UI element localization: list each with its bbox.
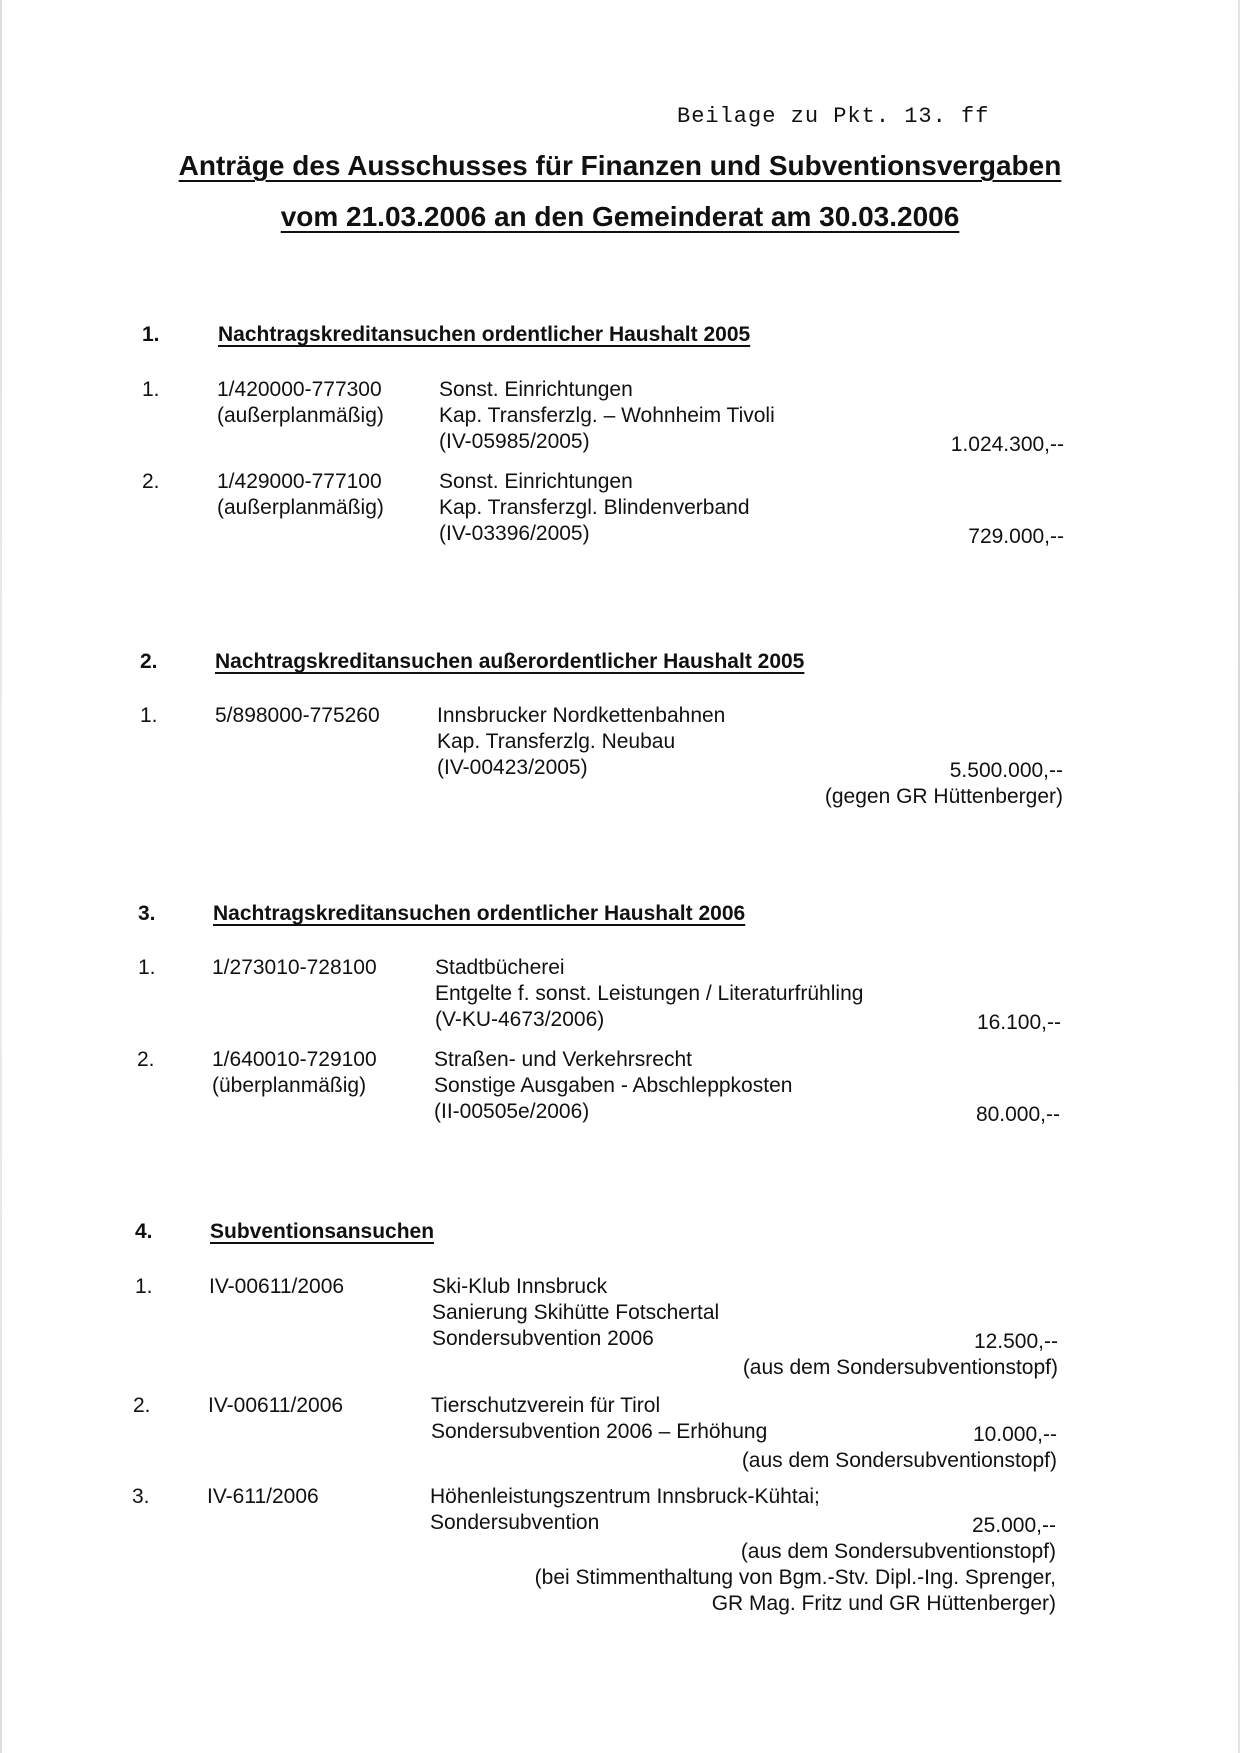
- amount: 10.000,--: [972, 1423, 1057, 1446]
- budget-code: 5/898000-775260: [215, 704, 380, 727]
- funding-note: (aus dem Sondersubventionstopf): [740, 1540, 1056, 1563]
- section-number: 4.: [135, 1220, 153, 1243]
- vote-note: (gegen GR Hüttenberger): [824, 785, 1063, 808]
- description-line-3: (V-KU-4673/2006): [435, 1008, 605, 1031]
- section-title: Nachtragskreditansuchen ordentlicher Haushalt 2006: [213, 902, 746, 925]
- beilage-reference: Beilage zu Pkt. 13. ff: [677, 104, 990, 129]
- item-number: 1.: [138, 956, 156, 979]
- description-line-2: Kap. Transferzlg. Neubau: [437, 730, 676, 753]
- description-line-3: (IV-05985/2005): [439, 430, 590, 453]
- section-title: Nachtragskreditansuchen außerordentlicher Haushalt 2005: [215, 650, 805, 673]
- amount: 5.500.000,--: [949, 759, 1063, 782]
- item-number: 1.: [135, 1275, 153, 1298]
- item-number: 2.: [133, 1394, 151, 1417]
- code-note: (außerplanmäßig): [217, 496, 384, 519]
- description-line-1: Sonst. Einrichtungen: [439, 378, 633, 401]
- amount: 729.000,--: [968, 525, 1064, 548]
- section-title: Subventionsansuchen: [210, 1220, 435, 1243]
- abstention-note-line-2: GR Mag. Fritz und GR Hüttenberger): [711, 1592, 1056, 1615]
- description-line-1: Ski-Klub Innsbruck: [432, 1275, 608, 1298]
- description-line-2: Entgelte f. sonst. Leistungen / Literaturfrühling: [435, 982, 864, 1005]
- amount: 80.000,--: [975, 1103, 1060, 1126]
- description-line-3: (IV-03396/2005): [439, 522, 590, 545]
- budget-code: 1/420000-777300: [217, 378, 382, 401]
- section-number: 1.: [142, 323, 160, 346]
- amount: 1.024.300,--: [950, 433, 1064, 456]
- section-number: 2.: [140, 650, 158, 673]
- description-line-2: Kap. Transferzgl. Blindenverband: [439, 496, 750, 519]
- document-title-line-1: Anträge des Ausschusses für Finanzen und Subventionsvergaben: [178, 150, 1062, 181]
- budget-code: 1/273010-728100: [212, 956, 377, 979]
- budget-code: 1/429000-777100: [217, 470, 382, 493]
- funding-note: (aus dem Sondersubventionstopf): [742, 1356, 1058, 1379]
- amount: 25.000,--: [971, 1514, 1056, 1537]
- section-title: Nachtragskreditansuchen ordentlicher Haushalt 2005: [218, 323, 751, 346]
- budget-code: 1/640010-729100: [212, 1048, 377, 1071]
- amount: 16.100,--: [976, 1011, 1061, 1034]
- description-line-3: (II-00505e/2006): [434, 1100, 590, 1123]
- description-line-3: (IV-00423/2005): [437, 756, 588, 779]
- subsidy-code: IV-611/2006: [207, 1485, 319, 1508]
- item-number: 3.: [132, 1485, 150, 1508]
- funding-note: (aus dem Sondersubventionstopf): [741, 1449, 1057, 1472]
- description-line-2: Kap. Transferzlg. – Wohnheim Tivoli: [439, 404, 775, 427]
- item-number: 2.: [137, 1048, 155, 1071]
- code-note: (überplanmäßig): [212, 1074, 367, 1097]
- code-note: (außerplanmäßig): [217, 404, 384, 427]
- item-number: 1.: [140, 704, 158, 727]
- description-line-1: Tierschutzverein für Tirol: [431, 1394, 661, 1417]
- description-line-2: Sondersubvention 2006 – Erhöhung: [431, 1420, 768, 1443]
- description-line-1: Straßen- und Verkehrsrecht: [434, 1048, 692, 1071]
- description-line-2: Sondersubvention: [430, 1511, 600, 1534]
- document-title-line-2: vom 21.03.2006 an den Gemeinderat am 30.03.2006: [280, 201, 960, 232]
- description-line-1: Sonst. Einrichtungen: [439, 470, 633, 493]
- subsidy-code: IV-00611/2006: [208, 1394, 344, 1417]
- item-number: 1.: [142, 378, 160, 401]
- description-line-1: Stadtbücherei: [435, 956, 565, 979]
- description-line-3: Sondersubvention 2006: [432, 1327, 654, 1350]
- description-line-2: Sonstige Ausgaben - Abschleppkosten: [434, 1074, 793, 1097]
- abstention-note-line-1: (bei Stimmenthaltung von Bgm.-Stv. Dipl.-Ing. Sprenger,: [534, 1566, 1056, 1589]
- scan-edge-left: [0, 0, 2, 1753]
- subsidy-code: IV-00611/2006: [209, 1275, 345, 1298]
- description-line-1: Innsbrucker Nordkettenbahnen: [437, 704, 726, 727]
- amount: 12.500,--: [973, 1330, 1058, 1353]
- description-line-2: Sanierung Skihütte Fotschertal: [432, 1301, 720, 1324]
- description-line-1: Höhenleistungszentrum Innsbruck-Kühtai;: [430, 1485, 820, 1508]
- section-number: 3.: [138, 902, 156, 925]
- item-number: 2.: [142, 470, 160, 493]
